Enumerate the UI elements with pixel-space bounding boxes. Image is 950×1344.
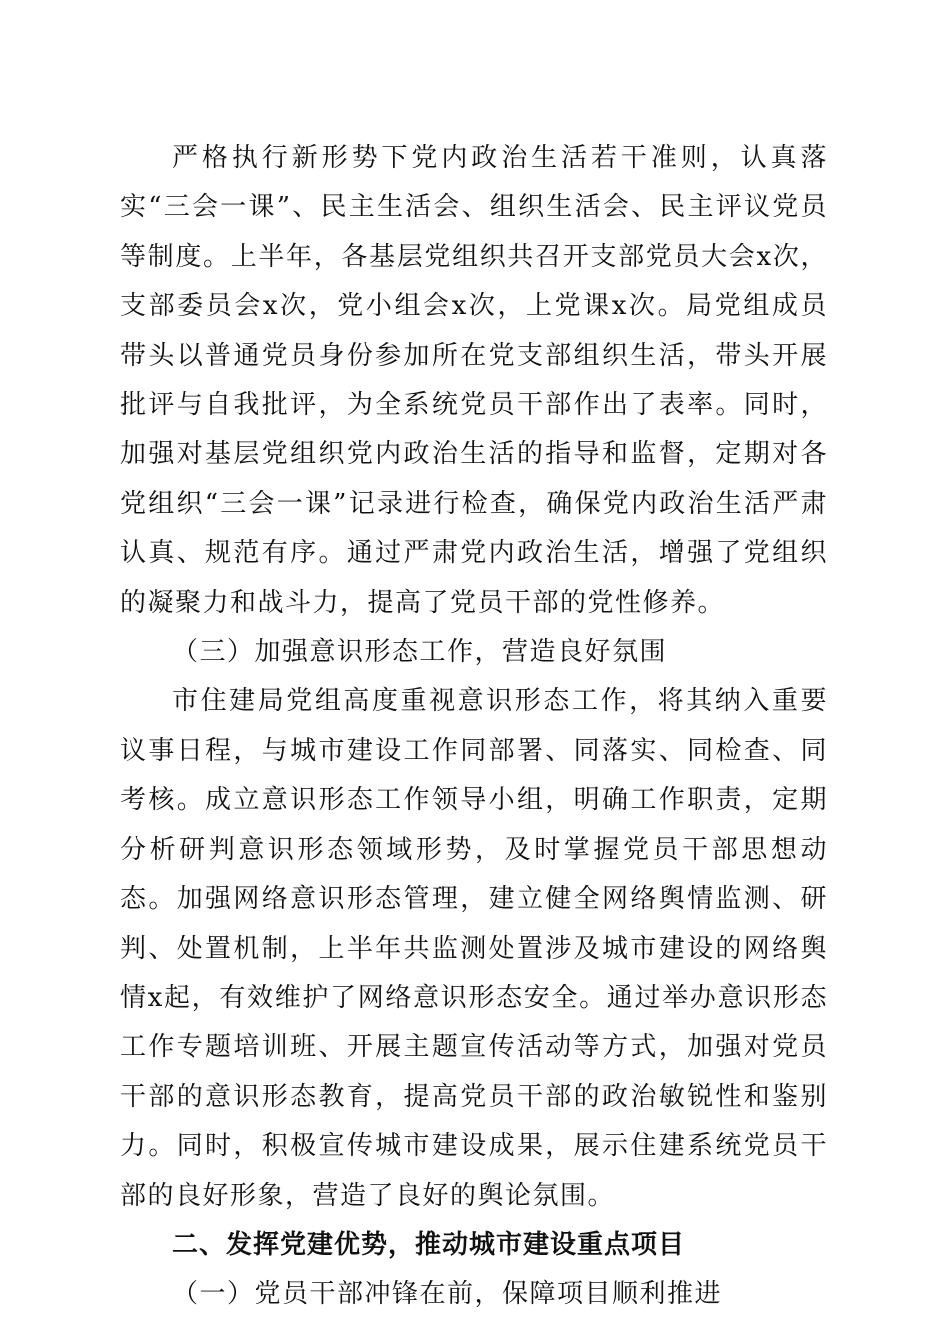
paragraph-ideology-work: 市住建局党组高度重视意识形态工作，将其纳入重要议事日程，与城市建设工作同部署、同落实、同检查、同考核。成立意识形态工作领导小组，明确工作职责，定期分析研判意识形态领域形势，及时掌握党员干部思想动态。加强网络意识形态管理，建立健全网络舆情监测、研判、处置机制，上半年共监测处置涉及城市建设的网络舆情x起，有效维护了网络意识形态安全。通过举办意识形态工作专题培训班、开展主题宣传活动等方式，加强对党员干部的意识形态教育，提高党员干部的政治敏锐性和鉴别力。同时，积极宣传城市建设成果，展示住建系统党员干部的良好形象，营造了良好的舆论氛围。 (120, 686, 828, 1211)
document-body (120, 134, 828, 1320)
paragraph-political-life: 严格执行新形势下党内政治生活若干准则，认真落实“三会一课”、民主生活会、组织生活会、民主评议党员等制度。上半年，各基层党组织共召开支部党员大会x次，支部委员会x次，党小组会x次，上党课x次。局党组成员带头以普通党员身份参加所在党支部组织生活，带头开展批评与自我批评，为全系统党员干部作出了表率。同时，加强对基层党组织党内政治生活的指导和监督，定期对各党组织“三会一课”记录进行检查，确保党内政治生活严肃认真、规范有序。通过严肃党内政治生活，增强了党组织的凝聚力和战斗力，提高了党员干部的党性修养。 (120, 143, 828, 618)
subheading-party-members-lead: （一）党员干部冲锋在前，保障项目顺利推进 (172, 1279, 723, 1310)
section-heading-party-building-advantage: 二、发挥党建优势，推动城市建设重点项目 (172, 1229, 686, 1260)
subheading-ideology-work: （三）加强意识形态工作，营造良好氛围 (172, 637, 668, 668)
